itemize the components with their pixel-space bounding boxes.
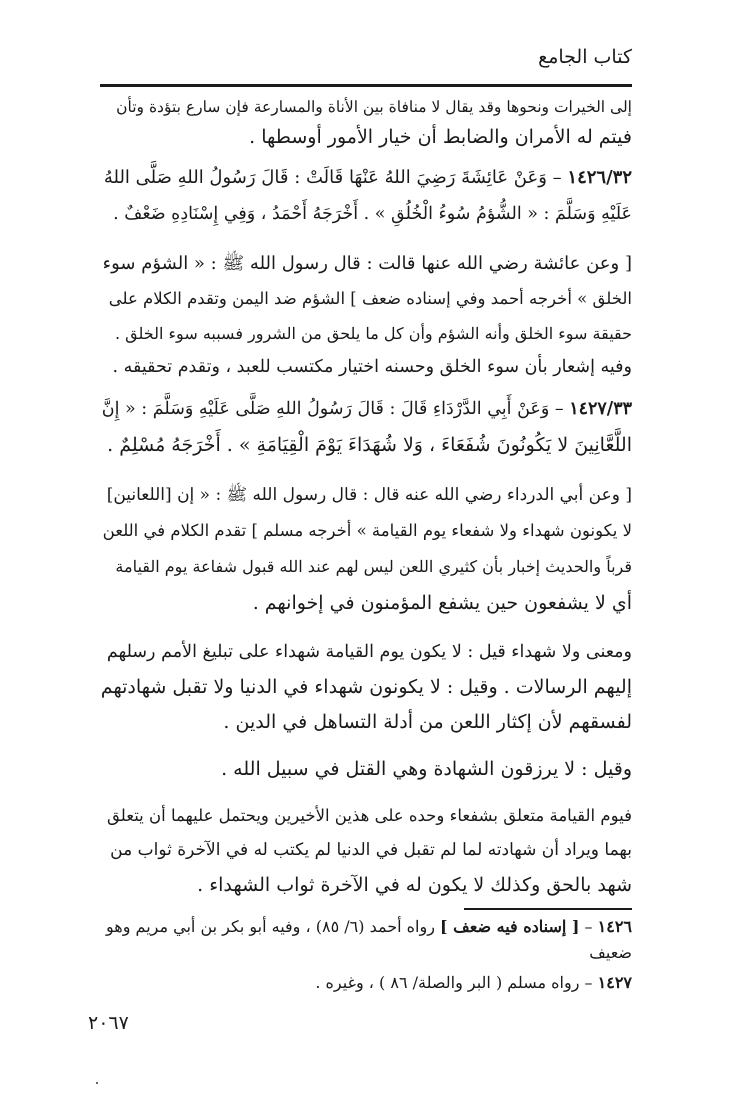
footnotes — [100, 914, 632, 996]
hadith-text: – وَعَنْ عَائِشَةَ رَضِيَ اللهُ عَنْهَا قَالَتْ : قَالَ رَسُولُ اللهِ صَلَّى اللهُ — [103, 167, 562, 188]
commentary-1427 — [100, 477, 632, 621]
footnote-rule — [464, 908, 632, 910]
text-line: أي لا يشفعون حين يشفع المؤمنون في إخوانهم . — [252, 592, 632, 614]
page-number: ٢٠٦٧ — [88, 1012, 129, 1034]
running-head: كتاب الجامع — [538, 46, 632, 68]
commentary-1426 — [100, 246, 632, 383]
footnote-1427 — [100, 970, 632, 996]
hadith-1426 — [100, 160, 632, 232]
text-line: [ وعن أبي الدرداء رضي الله عنه قال : قال رسول الله ﷺ : « إن [اللعانين] — [106, 485, 632, 505]
intro-paragraph — [100, 92, 632, 152]
text-line: وفيه إشعار بأن سوء الخلق وحسنه اختيار مكتسب للعبد ، وتقدم تحقيقه . — [112, 357, 632, 377]
footnote-1426: ١٤٢٦ – [ إسناده فيه ضعف ] رواه أحمد (٦/ ٨٥) ، وفيه أبو بكر بن أبي مريم وهو — [106, 917, 632, 936]
text-line: فيتم له الأمران والضابط أن خيار الأمور أوسطها . — [249, 126, 632, 148]
hadith-line — [100, 160, 632, 196]
text-line: إلى الخيرات ونحوها وقد يقال لا منافاة بين الأناة والمسارعة فإن سارع بتؤدة وتأن — [116, 98, 632, 116]
text-line: لا يكونون شهداء ولا شفعاء يوم القيامة » أخرجه مسلم ] تقدم الكلام في اللعن — [102, 521, 632, 540]
hadith-line: عَلَيْهِ وَسَلَّمَ : « الشُّؤمُ سُوءُ الْخُلُقِ » . أَخْرَجَهُ أَحْمَدُ ، وَفِي إِسْنَادِهِ ضَعْفٌ . — [113, 204, 632, 224]
text-line: شهد بالحق وكذلك لا يكون له في الآخرة ثواب الشهداء . — [197, 874, 632, 896]
hadith-number: ١٤٢٦/٣٢ — [567, 167, 632, 188]
footnote-continuation: ضعيف — [589, 943, 632, 962]
footnote-text: رواه أحمد (٦/ ٨٥) ، وفيه أبو بكر بن أبي مريم وهو — [106, 917, 435, 936]
closing-paragraph — [100, 798, 632, 903]
footnote-text: – رواه مسلم ( البر والصلة/ ٨٦ ) ، وغيره . — [315, 973, 593, 992]
text-line: بهما ويراد أن شهادته لما لم تقبل في الدنيا لم يكتب له في الآخرة ثواب من — [110, 840, 632, 860]
main-text — [100, 92, 632, 903]
footnote-number: ١٤٢٦ — [597, 917, 632, 936]
footnote-number: ١٤٢٧ — [597, 973, 632, 992]
text-line: [ وعن عائشة رضي الله عنها قالت : قال رسول الله ﷺ : « الشؤم سوء — [102, 253, 632, 274]
hadith-text: – وَعَنْ أَبِي الدَّرْدَاءِ قَالَ : قَالَ رَسُولُ اللهِ صَلَّى عَلَيْهِ وَسَلَّمَ : « إِنَّ — [101, 399, 564, 419]
hadith-line: اللَّعَّانِينَ لا يَكُونُونَ شُفَعَاءَ ، وَلا شُهَدَاءَ يَوْمَ الْقِيَامَةِ » . أَخْرَجَهُ مُسْلِمٌ . — [107, 434, 632, 456]
text-line: وقيل : لا يرزقون الشهادة وهي القتل في سبيل الله . — [221, 758, 632, 780]
print-speck — [96, 1082, 98, 1084]
hadith-number: ١٤٢٧/٣٣ — [569, 399, 632, 419]
meaning-paragraph — [100, 635, 632, 740]
text-line: حقيقة سوء الخلق وأنه الشؤم وأن كل ما يلحق من الشرور فسببه سوء الخلق . — [114, 324, 632, 343]
text-line: لفسقهم لأن إكثار اللعن من أدلة التساهل في الدين . — [223, 711, 632, 733]
hadith-line — [100, 391, 632, 427]
text-line: قرباً والحديث إخبار بأن كثيري اللعن ليس لهم عند الله قبول شفاعة يوم القيامة — [115, 557, 632, 576]
hadith-1427 — [100, 391, 632, 463]
text-line: ومعنى ولا شهداء قيل : لا يكون يوم القيامة شهداء على تبليغ الأمم رسلهم — [106, 642, 632, 662]
text-line: فيوم القيامة متعلق بشفعاء وحده على هذين الأخيرين ويحتمل عليهما أن يتعلق — [107, 806, 632, 825]
text-line: الخلق » أخرجه أحمد وفي إسناده ضعف ] الشؤم ضد اليمن وتقدم الكلام على — [108, 289, 632, 308]
text-line: إليهم الرسالات . وقيل : لا يكونون شهداء في الدنيا ولا تقبل شهادتهم — [100, 676, 632, 698]
footnote-grade: [ إسناده فيه ضعف ] — [440, 917, 580, 936]
another-saying — [100, 754, 632, 784]
header-rule — [100, 84, 632, 87]
